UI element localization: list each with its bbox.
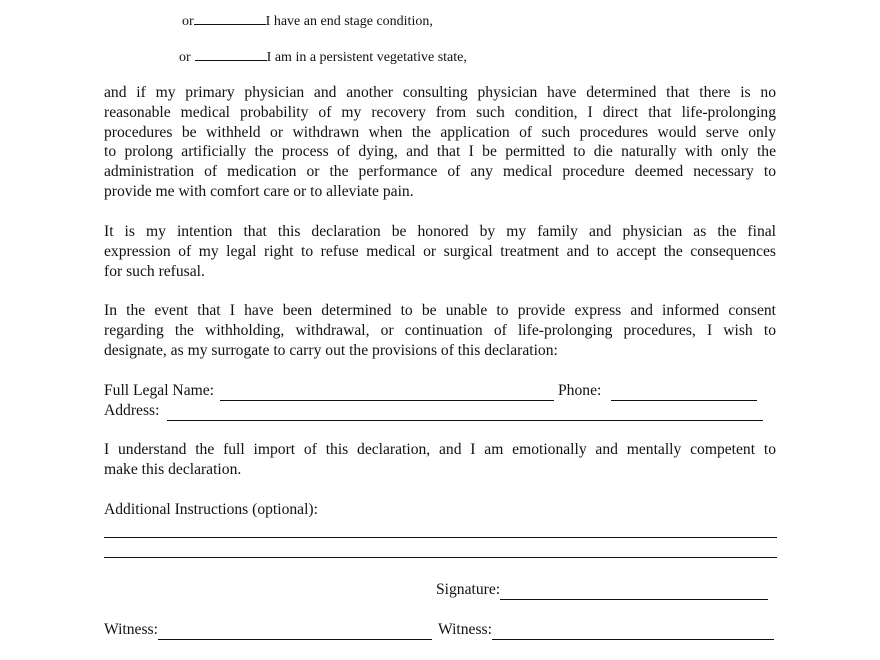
intention-paragraph — [104, 222, 776, 281]
option-blank-field[interactable] — [195, 46, 267, 61]
full-legal-name-field[interactable] — [220, 385, 554, 401]
additional-instructions-label — [104, 500, 318, 520]
option-vegetative-state — [179, 46, 467, 67]
witness-2-row — [438, 620, 774, 640]
witness-1-row — [104, 620, 432, 640]
competency-paragraph — [104, 440, 776, 480]
paragraph-line: and if my primary physician and another consulting physician have determined that there is no — [104, 84, 776, 101]
surrogate-name-row — [104, 381, 757, 401]
directive-paragraph — [104, 83, 776, 202]
surrogate-address-row — [104, 401, 763, 421]
witness-2-field[interactable] — [492, 624, 774, 640]
paragraph-line: reasonable medical probability of my recovery from such condition, I direct that life-prolonging — [104, 103, 776, 121]
paragraph-line: procedures be withheld or withdrawn when the application of such procedures would serve only — [104, 123, 776, 141]
phone-field[interactable] — [611, 385, 757, 401]
witness-1-label: Witness: — [104, 621, 158, 638]
witness-1-field[interactable] — [158, 624, 432, 640]
signature-row — [436, 580, 768, 600]
paragraph-line: make this declaration. — [104, 460, 242, 478]
option-text: I have an end stage condition, — [265, 14, 433, 29]
paragraph-line: provide me with comfort care or to alleviate pain. — [104, 182, 414, 200]
option-text: I am in a persistent vegetative state, — [266, 50, 467, 65]
address-field[interactable] — [167, 405, 763, 421]
additional-instructions-line-2[interactable] — [104, 557, 777, 558]
address-label: Address: — [104, 402, 160, 419]
additional-instructions-line-1[interactable] — [104, 537, 777, 538]
additional-instructions-text: Additional Instructions (optional): — [104, 501, 318, 518]
paragraph-line: expression of my legal right to refuse medical or surgical treatment and to accept the consequences — [104, 242, 776, 260]
surrogate-paragraph — [104, 301, 776, 360]
paragraph-line: It is my intention that this declaration be honored by my family and physician as the final — [104, 223, 776, 240]
paragraph-line: for such refusal. — [104, 262, 205, 280]
paragraph-line: I understand the full import of this declaration, and I am emotionally and mentally competent to — [104, 441, 776, 458]
signature-label: Signature: — [436, 581, 501, 598]
paragraph-line: regarding the withholding, withdrawal, or continuation of life-prolonging procedures, I wish to — [104, 321, 776, 339]
witness-2-label: Witness: — [438, 621, 492, 638]
option-blank-field[interactable] — [194, 10, 266, 25]
paragraph-line: administration of medication or the performance of any medical procedure deemed necessary to — [104, 163, 776, 181]
paragraph-line: to prolong artificially the process of dying, and that I be permitted to die naturally with only the — [104, 143, 776, 161]
option-end-stage — [182, 10, 433, 31]
signature-field[interactable] — [500, 584, 768, 600]
option-prefix: or — [179, 50, 191, 65]
full-legal-name-label: Full Legal Name: — [104, 382, 214, 399]
phone-label: Phone: — [558, 382, 602, 399]
paragraph-line: designate, as my surrogate to carry out the provisions of this declaration: — [104, 341, 558, 359]
option-prefix: or — [182, 14, 194, 29]
paragraph-line: In the event that I have been determined to be unable to provide express and informed consent — [104, 302, 776, 319]
